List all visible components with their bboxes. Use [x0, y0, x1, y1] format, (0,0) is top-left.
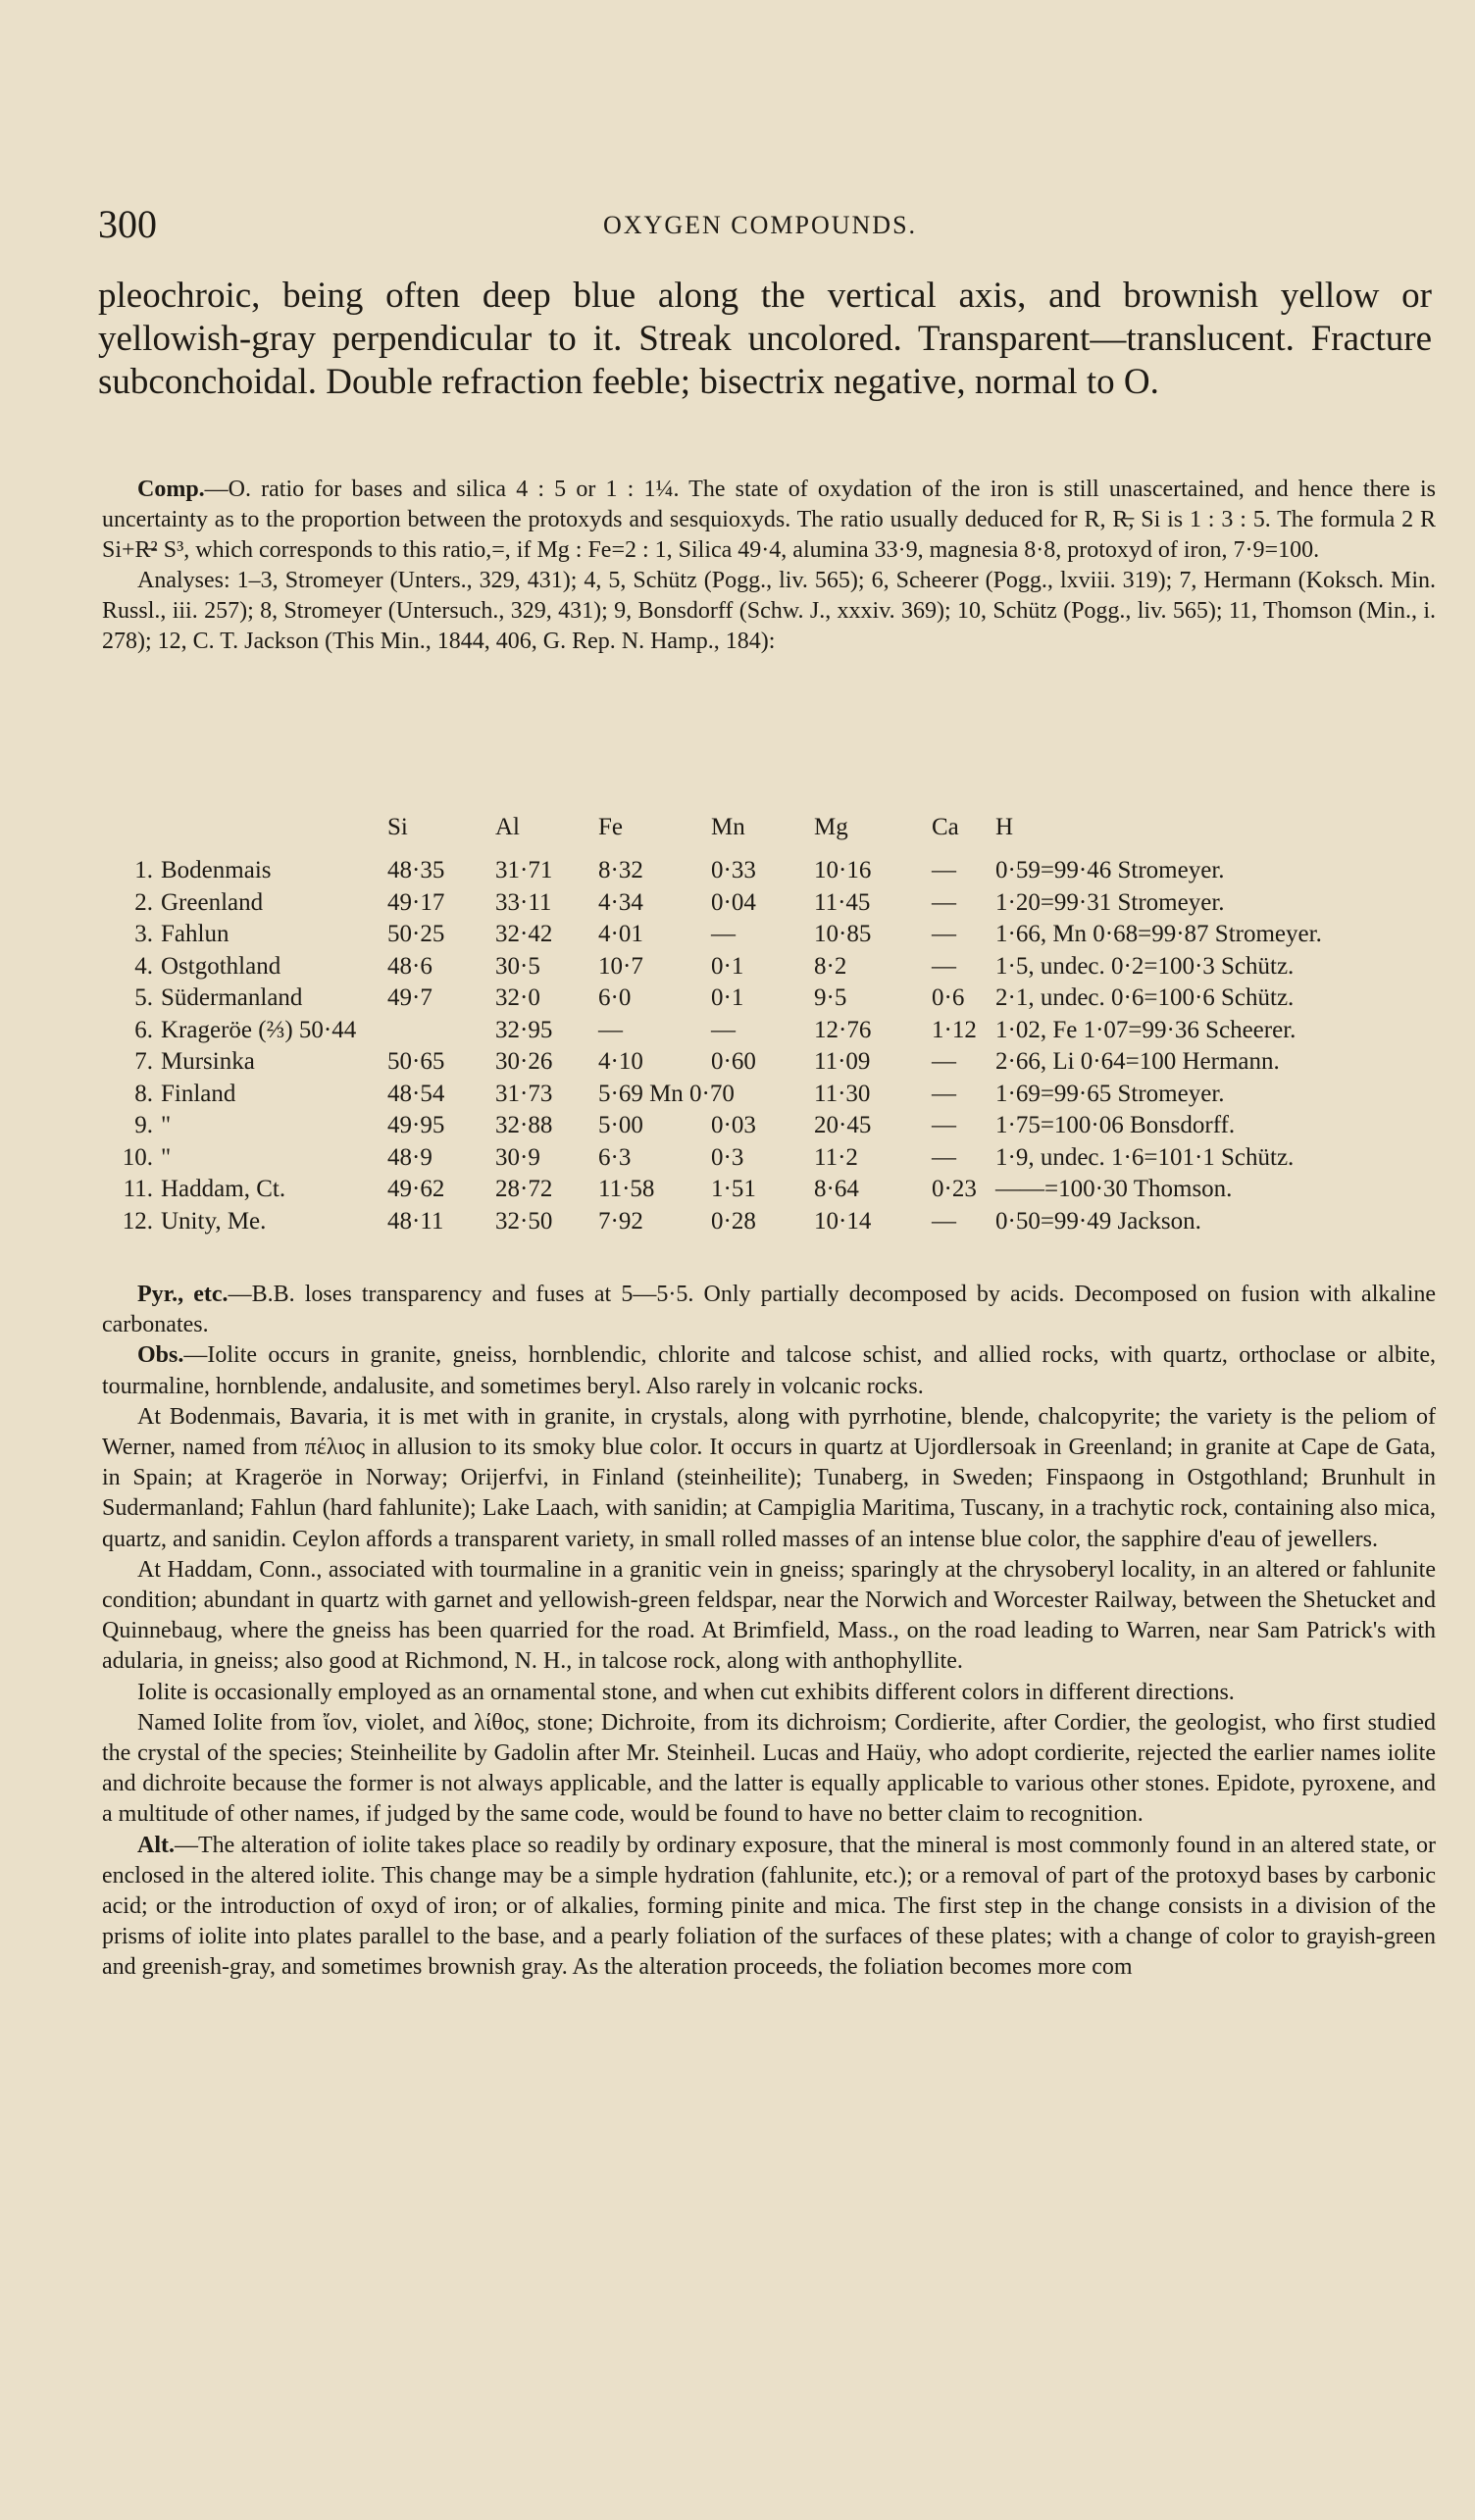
comp-paragraph	[102, 475, 1436, 566]
cell-mg: 8·2	[814, 952, 847, 980]
cell-si: 49·7	[387, 984, 432, 1011]
cell-fe: 11·58	[598, 1176, 655, 1202]
cell-h: 1·75=100·06 Bonsdorff.	[995, 1112, 1236, 1138]
cell-mn: 0·1	[711, 952, 744, 980]
observations-section	[102, 1280, 1436, 1984]
cell-loc: Bodenmais	[161, 857, 272, 883]
cell-mn: 0·28	[711, 1207, 756, 1235]
cell-al: 31·71	[495, 857, 553, 883]
cell-mn: 1·51	[711, 1176, 756, 1202]
cell-h: ——=100·30 Thomson.	[995, 1176, 1233, 1202]
cell-no: 8.	[134, 1080, 153, 1107]
cell-mg: 10·14	[814, 1207, 872, 1235]
header-al: Al	[495, 814, 520, 840]
cell-ca: —	[932, 1207, 956, 1235]
cell-si: 48·35	[387, 857, 445, 883]
cell-ca: —	[932, 888, 956, 916]
cell-no: 1.	[134, 857, 153, 883]
cell-loc: Finland	[161, 1080, 236, 1107]
header-mn: Mn	[711, 814, 745, 840]
analyses-paragraph: Analyses: 1–3, Stromeyer (Unters., 329, 431); 4, 5, Schütz (Pogg., liv. 565); 6, Scheerer (Pogg., lxviii. 319); 7, Hermann (Koksch. Min. Russl., iii. 257); 8, Stromeyer (Untersuch., 329, 431); 9, Bonsdorff (Schw. J., xxxiv. 369); 10, Schütz (Pogg., liv. 565); 11, Thomson (Min., i. 278); 12, C. T. Jackson (This Min., 1844, 406, G. Rep. N. Hamp., 184):	[102, 568, 1436, 654]
page-header	[98, 201, 1432, 250]
cell-no: 9.	[134, 1112, 153, 1138]
cell-mg: 11·45	[814, 888, 871, 916]
cell-ca: 0·6	[932, 984, 965, 1011]
cell-loc: Ostgothland	[161, 952, 281, 980]
cell-al: 31·73	[495, 1080, 553, 1107]
cell-h: 0·59=99·46 Stromeyer.	[995, 857, 1225, 883]
table-row	[118, 1176, 1432, 1208]
cell-no: 4.	[134, 952, 153, 980]
table-body	[118, 857, 1432, 1239]
cell-h: 1·69=99·65 Stromeyer.	[995, 1080, 1225, 1107]
cell-loc: Greenland	[161, 888, 264, 916]
cell-mg: 11·30	[814, 1080, 871, 1107]
cell-fe: 5·69 Mn 0·70	[598, 1080, 735, 1107]
cell-h: 2·1, undec. 0·6=100·6 Schütz.	[995, 984, 1295, 1011]
header-ca: Ca	[932, 814, 959, 840]
cell-no: 2.	[134, 888, 153, 916]
cell-si: 48·6	[387, 952, 432, 980]
cell-fe: 5·00	[598, 1112, 643, 1138]
cell-no: 10.	[122, 1143, 153, 1171]
cell-loc: Unity, Me.	[161, 1207, 267, 1235]
cell-mg: 12·76	[814, 1016, 872, 1043]
cell-al: 28·72	[495, 1176, 553, 1202]
cell-al: 32·50	[495, 1207, 553, 1235]
cell-fe: 7·92	[598, 1207, 643, 1235]
table-row	[118, 857, 1432, 889]
cell-ca: 1·12	[932, 1016, 977, 1043]
cell-no: 7.	[134, 1048, 153, 1075]
cell-fe: 4·01	[598, 921, 643, 947]
cell-no: 12.	[122, 1207, 153, 1235]
cell-ca: 0·23	[932, 1176, 977, 1202]
cell-no: 5.	[134, 984, 153, 1011]
cell-mn: 0·33	[711, 857, 756, 883]
iolite-use-paragraph: Iolite is occasionally employed as an ornamental stone, and when cut exhibits different colors in different directions.	[137, 1679, 1235, 1705]
comp-text: —O. ratio for bases and silica 4 : 5 or 1 : 1¼. The state of oxydation of the iron is still unascertained, and hence there is uncertainty as to the proportion between the protoxyds and sesquioxyds. The ratio usually deduced for R, R̶, Si is 1 : 3 : 5. The formula 2 R Si+R̶² S³, which corresponds to this ratio,=, if Mg : Fe=2 : 1, Silica 49·4, alumina 33·9, magnesia 8·8, protoxyd of iron, 7·9=100.	[102, 477, 1436, 563]
named-paragraph: Named Iolite from ἴον, violet, and λίθος, stone; Dichroite, from its dichroism; Cordierite, after Cordier, the geologist, who first studied the crystal of the species; Steinheilite by Gadolin after Mr. Steinheil. Lucas and Haüy, who adopt cordierite, rejected the earlier names iolite and dichroite because the former is not always applicable, and the latter is equally applicable to various other stones. Epidote, pyroxene, and a multitude of other names, if judged by the same code, would be found to have no better claim to recognition.	[102, 1709, 1436, 1828]
intro-text: pleochroic, being often deep blue along the vertical axis, and brownish yellow or yellowish-gray perpendicular to it. Streak uncolored. Transparent—translucent. Fracture subconchoidal. Double refraction feeble; bisectrix negative, normal to O.	[98, 276, 1432, 402]
cell-h: 1·20=99·31 Stromeyer.	[995, 888, 1225, 916]
page-number: 300	[98, 202, 157, 246]
cell-si: 49·62	[387, 1176, 445, 1202]
cell-ca: —	[932, 857, 956, 883]
cell-loc: Fahlun	[161, 921, 229, 947]
bodenmais-paragraph: At Bodenmais, Bavaria, it is met with in granite, in crystals, along with pyrrhotine, blende, chalcopyrite; the variety is the peliom of Werner, named from πέλιος in allusion to its smoky blue color. It occurs in quartz at Ujordlersoak in Greenland; in granite at Cape de Gata, in Spain; at Krageröe in Norway; Orijerfvi, in Finland (steinheilite); Tunaberg, in Sweden; Finspaong in Ostgothland; Brunhult in Sudermanland; Fahlun (hard fahlunite); Lake Laach, with sanidin; at Campiglia Maritima, Tuscany, in a trachytic rock, containing also mica, quartz, and sanidin. Ceylon affords a transparent variety, in small rolled masses of an intense blue color, the sapphire d'eau of jewellers.	[102, 1403, 1436, 1552]
alt-lead: Alt.	[137, 1832, 175, 1858]
header-mg: Mg	[814, 814, 848, 840]
table-row	[118, 953, 1432, 985]
cell-loc: Südermanland	[161, 984, 303, 1011]
cell-si: 48·11	[387, 1207, 444, 1235]
cell-mg: 11·2	[814, 1143, 858, 1171]
cell-fe: 10·7	[598, 952, 643, 980]
header-si: Si	[387, 814, 408, 840]
obs-paragraph	[102, 1340, 1436, 1401]
cell-mn: 0·04	[711, 888, 756, 916]
cell-ca: —	[932, 952, 956, 980]
pyr-paragraph	[102, 1280, 1436, 1340]
composition-section	[102, 475, 1436, 657]
cell-fe: 8·32	[598, 857, 643, 883]
table-row	[118, 1017, 1432, 1049]
cell-h: 0·50=99·49 Jackson.	[995, 1207, 1201, 1235]
comp-lead: Comp.	[137, 477, 205, 502]
alt-text: —The alteration of iolite takes place so readily by ordinary exposure, that the mineral is most commonly found in an altered state, or enclosed in the altered iolite. This change may be a simple hydration (fahlunite, etc.); or a removal of part of the protoxyd bases by carbonic acid; or the introduction of oxyd of iron; or of alkalies, forming pinite and mica. The first step in the change consists in a division of the prisms of iolite into plates parallel to the base, and a pearly foliation of the surfaces of these plates; with a change of color to grayish-green and greenish-gray, and sometimes brownish gray. As the alteration proceeds, the foliation becomes more com	[102, 1832, 1436, 1981]
cell-mn: 0·03	[711, 1112, 756, 1138]
cell-mg: 10·16	[814, 857, 872, 883]
cell-ca: —	[932, 1048, 956, 1075]
cell-si: 50·65	[387, 1048, 445, 1075]
cell-fe: 4·10	[598, 1048, 643, 1075]
haddam-paragraph: At Haddam, Conn., associated with tourmaline in a granitic vein in gneiss; sparingly at the chrysoberyl locality, in an altered or fahlunite condition; abundant in quartz with garnet and yellowish-green feldspar, near the Norwich and Worcester Railway, between the Shetucket and Quinnebaug, where the gneiss has been quarried for the road. At Brimfield, Mass., on the road leading to Warren, near Sam Patrick's with adularia, in gneiss; also good at Richmond, N. H., in talcose rock, along with anthophyllite.	[102, 1556, 1436, 1675]
cell-mn: 0·60	[711, 1048, 756, 1075]
cell-al: 32·88	[495, 1112, 553, 1138]
header-fe: Fe	[598, 814, 623, 840]
obs-text: —Iolite occurs in granite, gneiss, hornblendic, chlorite and talcose schist, and allied rocks, with quartz, orthoclase or albite, tourmaline, hornblende, andalusite, and sometimes beryl. Also rarely in volcanic rocks.	[102, 1342, 1436, 1399]
table-header-row	[118, 814, 1432, 857]
table-row	[118, 1208, 1432, 1240]
header-h: H	[995, 814, 1014, 840]
cell-si: 49·17	[387, 888, 445, 916]
cell-fe: 4·34	[598, 888, 643, 916]
cell-al: 30·26	[495, 1048, 553, 1075]
cell-si: 48·9	[387, 1143, 432, 1171]
cell-mn: 0·3	[711, 1143, 744, 1171]
cell-mg: 10·85	[814, 921, 872, 947]
cell-al: 32·0	[495, 984, 540, 1011]
cell-loc: Haddam, Ct.	[161, 1176, 286, 1202]
cell-h: 1·66, Mn 0·68=99·87 Stromeyer.	[995, 921, 1322, 947]
cell-loc: "	[161, 1112, 172, 1138]
cell-al: 32·42	[495, 921, 553, 947]
cell-h: 1·02, Fe 1·07=99·36 Scheerer.	[995, 1016, 1297, 1043]
cell-ca: —	[932, 921, 956, 947]
cell-no: 6.	[134, 1016, 153, 1043]
cell-al: 30·9	[495, 1143, 540, 1171]
pyr-lead: Pyr., etc.	[137, 1282, 229, 1307]
obs-lead: Obs.	[137, 1342, 184, 1369]
alt-paragraph	[102, 1831, 1436, 1984]
cell-al: 32·95	[495, 1016, 553, 1043]
cell-mn: —	[711, 921, 736, 947]
cell-mg: 11·09	[814, 1048, 871, 1075]
cell-mg: 9·5	[814, 984, 847, 1011]
table-row	[118, 889, 1432, 922]
cell-fe: —	[598, 1016, 623, 1043]
table-row	[118, 921, 1432, 953]
table-row	[118, 1144, 1432, 1177]
cell-al: 33·11	[495, 888, 552, 916]
table-row	[118, 1048, 1432, 1081]
cell-al: 30·5	[495, 952, 540, 980]
cell-loc: Mursinka	[161, 1048, 255, 1075]
cell-mn: 0·1	[711, 984, 744, 1011]
cell-loc: "	[161, 1143, 172, 1171]
cell-h: 1·9, undec. 1·6=101·1 Schütz.	[995, 1143, 1295, 1171]
table-row	[118, 1112, 1432, 1144]
running-title: OXYGEN COMPOUNDS.	[603, 211, 918, 239]
cell-ca: —	[932, 1080, 956, 1107]
cell-mg: 20·45	[814, 1112, 872, 1138]
cell-mn: —	[711, 1016, 736, 1043]
intro-paragraph	[98, 275, 1432, 404]
cell-h: 2·66, Li 0·64=100 Hermann.	[995, 1048, 1280, 1075]
cell-h: 1·5, undec. 0·2=100·3 Schütz.	[995, 952, 1295, 980]
cell-no: 11.	[123, 1176, 153, 1202]
cell-ca: —	[932, 1143, 956, 1171]
cell-fe: 6·0	[598, 984, 632, 1011]
cell-si: 49·95	[387, 1112, 445, 1138]
cell-si: 48·54	[387, 1080, 445, 1107]
cell-loc: Krageröe (⅔) 50·44	[161, 1016, 357, 1043]
cell-si: 50·25	[387, 921, 445, 947]
table-row	[118, 984, 1432, 1017]
cell-ca: —	[932, 1112, 956, 1138]
cell-mg: 8·64	[814, 1176, 859, 1202]
analyses-table	[118, 814, 1432, 1239]
pyr-text: —B.B. loses transparency and fuses at 5—5·5. Only partially decomposed by acids. Decomposed on fusion with alkaline carbonates.	[102, 1282, 1437, 1338]
table-row	[118, 1081, 1432, 1113]
cell-fe: 6·3	[598, 1143, 632, 1171]
cell-no: 3.	[134, 921, 153, 947]
